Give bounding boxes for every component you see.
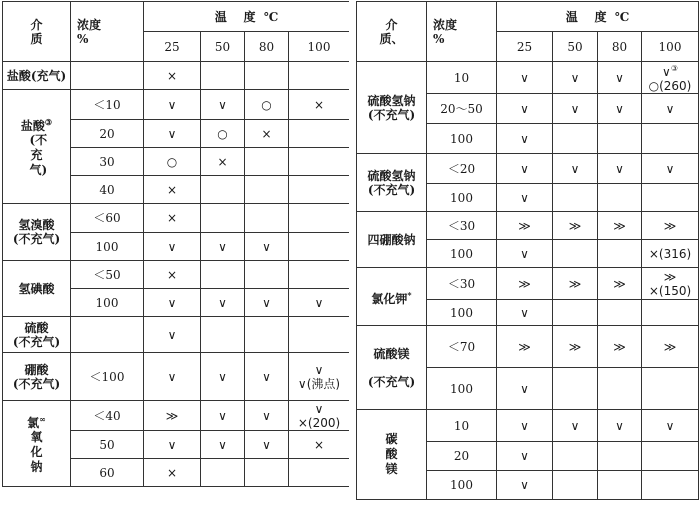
footnote-mark: ③ — [670, 64, 678, 73]
rating-cell — [245, 148, 289, 176]
rating-cell: × — [289, 90, 350, 120]
rating-cell — [553, 368, 598, 410]
header-temp-25: 25 — [144, 32, 201, 62]
rating-cell — [598, 184, 642, 212]
rating-cell: ∨ — [598, 62, 642, 94]
rating-bottom: ○(260) — [648, 79, 692, 93]
rating-cell: ∨ — [497, 184, 553, 212]
conc-cell: 100 — [71, 289, 144, 317]
rating-cell: ∨ — [553, 94, 598, 124]
rating-cell: ∨ — [144, 317, 201, 353]
rating-cell: ≫ — [497, 212, 553, 240]
rating-cell: ∨ — [497, 62, 553, 94]
rating-cell: ≫ — [598, 326, 642, 368]
medium-name: 氯化钾 — [371, 291, 408, 306]
rating-cell: ≫ — [497, 268, 553, 300]
medium-name-rest: 氧化钠 — [30, 430, 43, 474]
conc-cell: ＜60 — [71, 204, 144, 233]
rating-cell: ≫ — [553, 326, 598, 368]
corrosion-table-left — [2, 1, 350, 487]
rating-cell: ∨ — [144, 90, 201, 120]
header-temp-100: 100 — [289, 32, 350, 62]
rating-cell — [289, 120, 350, 148]
rating-cell: ∨ ∨(沸点) — [289, 353, 350, 401]
conc-cell: 20 — [427, 442, 497, 471]
footnote-mark: ③ — [44, 117, 53, 127]
conc-cell: 20 — [71, 120, 144, 148]
rating-cell: ∨ — [245, 233, 289, 261]
rating-cell: ∨ — [598, 154, 642, 184]
rating-cell: ○ — [245, 90, 289, 120]
rating-cell: ∨ — [497, 94, 553, 124]
rating-cell — [289, 317, 350, 353]
rating-cell: ≫ — [642, 326, 699, 368]
rating-cell: ∨ — [553, 410, 598, 442]
rating-cell: ≫ — [642, 212, 699, 240]
conc-cell — [71, 317, 144, 353]
rating-cell: ∨ — [497, 442, 553, 471]
medium-cell: 硫酸氢钠 (不充气) — [357, 154, 427, 212]
conc-cell: 100 — [427, 184, 497, 212]
medium-name: 氯 — [27, 416, 40, 430]
rating-cell: ∨ — [144, 289, 201, 317]
header-temp-80: 80 — [598, 32, 642, 62]
rating-cell: ∨ — [144, 431, 201, 459]
rating-cell: ×(316) — [642, 240, 699, 268]
rating-cell — [289, 204, 350, 233]
rating-cell: ∨ — [144, 353, 201, 401]
header-temp-100: 100 — [642, 32, 699, 62]
header-temperature: 温 度 ℃ — [144, 2, 350, 32]
conc-cell: 40 — [71, 176, 144, 204]
rating-cell: ∨ — [497, 124, 553, 154]
rating-cell: ∨ ×(200) — [289, 401, 350, 431]
rating-cell — [289, 261, 350, 289]
header-concentration: 浓度 % — [427, 2, 497, 62]
conc-cell: 10 — [427, 62, 497, 94]
conc-cell: ＜20 — [427, 154, 497, 184]
medium-cell — [3, 401, 71, 487]
rating-cell — [553, 442, 598, 471]
conc-cell: ＜100 — [71, 353, 144, 401]
rating-cell: ∨ — [642, 94, 699, 124]
rating-cell: ∨ — [497, 471, 553, 500]
conc-cell: 100 — [71, 233, 144, 261]
conc-cell: 60 — [71, 459, 144, 487]
rating-cell — [598, 240, 642, 268]
conc-cell: ＜30 — [427, 268, 497, 300]
rating-cell — [553, 300, 598, 326]
medium-cell — [357, 410, 427, 500]
rating-cell: ≫ — [598, 268, 642, 300]
rating-cell — [245, 176, 289, 204]
medium-cell: 硫酸氢钠 (不充气) — [357, 62, 427, 154]
rating-cell: ≫ — [553, 268, 598, 300]
rating-cell — [289, 148, 350, 176]
rating-cell: ∨ — [497, 300, 553, 326]
rating-cell — [201, 261, 245, 289]
rating-cell: ≫ ×(150) — [642, 268, 699, 300]
conc-cell: ＜70 — [427, 326, 497, 368]
rating-cell — [598, 442, 642, 471]
conc-cell — [71, 62, 144, 90]
rating-cell — [598, 300, 642, 326]
rating-cell — [289, 459, 350, 487]
rating-cell: ∨ — [553, 62, 598, 94]
medium-name: 盐酸 — [20, 119, 45, 133]
rating-cell — [553, 124, 598, 154]
rating-cell — [201, 176, 245, 204]
rating-cell: ∨ — [642, 154, 699, 184]
rating-cell — [642, 124, 699, 154]
conc-cell: 100 — [427, 240, 497, 268]
rating-cell — [289, 176, 350, 204]
rating-cell — [642, 62, 699, 94]
rating-cell: ∨ — [201, 289, 245, 317]
rating-cell — [245, 204, 289, 233]
header-temp-25: 25 — [497, 32, 553, 62]
rating-cell — [245, 459, 289, 487]
rating-cell: × — [245, 120, 289, 148]
rating-cell: ∨ — [497, 154, 553, 184]
medium-condition: (不充气) — [29, 133, 48, 177]
rating-cell — [201, 317, 245, 353]
rating-cell — [642, 184, 699, 212]
rating-cell: ≫ — [497, 326, 553, 368]
conc-cell: 10 — [427, 410, 497, 442]
rating-cell: ∨ — [598, 410, 642, 442]
rating-cell: × — [201, 148, 245, 176]
rating-cell: ∨ — [497, 410, 553, 442]
conc-cell: 50 — [71, 431, 144, 459]
rating-cell — [598, 471, 642, 500]
rating-cell — [201, 459, 245, 487]
header-temp-50: 50 — [553, 32, 598, 62]
rating-cell: × — [144, 459, 201, 487]
rating-cell: ∨ — [642, 410, 699, 442]
conc-cell: ＜30 — [427, 212, 497, 240]
rating-cell: ∨ — [201, 90, 245, 120]
footnote-mark: * — [407, 289, 412, 300]
rating-cell: ∨ — [245, 353, 289, 401]
header-concentration: 浓度 % — [71, 2, 144, 62]
rating-cell — [245, 317, 289, 353]
rating-cell: × — [144, 204, 201, 233]
rating-cell: ∨ — [497, 368, 553, 410]
header-temp-50: 50 — [201, 32, 245, 62]
rating-cell — [642, 368, 699, 410]
medium-cell: 盐酸(充气) — [3, 62, 71, 90]
rating-cell — [245, 62, 289, 90]
medium-name: 碳酸镁 — [385, 432, 398, 476]
conc-cell: 30 — [71, 148, 144, 176]
rating-cell: × — [289, 431, 350, 459]
rating-cell — [553, 471, 598, 500]
medium-cell: 氢碘酸 — [3, 261, 71, 317]
rating-cell: ∨ — [201, 401, 245, 431]
rating-cell: ≫ — [598, 212, 642, 240]
rating-cell — [245, 261, 289, 289]
conc-cell: 100 — [427, 471, 497, 500]
rating-cell: ∨ — [245, 431, 289, 459]
rating-cell: ∨ — [553, 154, 598, 184]
rating-cell: × — [144, 176, 201, 204]
rating-cell — [289, 233, 350, 261]
rating-cell: ○ — [201, 120, 245, 148]
conc-cell: ＜10 — [71, 90, 144, 120]
medium-cell: 氢溴酸 (不充气) — [3, 204, 71, 261]
header-medium: 介 质、 — [357, 2, 427, 62]
rating-cell: × — [144, 261, 201, 289]
rating-cell: ∨ — [201, 353, 245, 401]
rating-cell: ∨ — [144, 233, 201, 261]
corrosion-table-right — [356, 1, 699, 500]
rating-cell: ∨ — [201, 233, 245, 261]
rating-cell: ∨ — [201, 431, 245, 459]
rating-cell: ∨ — [289, 289, 350, 317]
rating-cell — [289, 62, 350, 90]
conc-cell: 20～50 — [427, 94, 497, 124]
rating-cell: ○ — [144, 148, 201, 176]
rating-cell — [201, 62, 245, 90]
rating-cell: ∨ — [598, 94, 642, 124]
rating-cell: ≫ — [144, 401, 201, 431]
rating-cell — [201, 204, 245, 233]
column-gap — [349, 0, 356, 507]
medium-cell: 四硼酸钠 — [357, 212, 427, 268]
footnote-mark: ∞ — [39, 414, 46, 424]
rating-cell: ∨ — [144, 120, 201, 148]
conc-cell: ＜50 — [71, 261, 144, 289]
rating-cell — [642, 300, 699, 326]
rating-cell — [598, 124, 642, 154]
medium-cell: 硼酸 (不充气) — [3, 353, 71, 401]
rating-cell: ∨ — [245, 289, 289, 317]
rating-top: ∨ — [662, 65, 671, 79]
rating-cell: ∨ — [245, 401, 289, 431]
rating-cell: ≫ — [553, 212, 598, 240]
medium-cell — [3, 90, 71, 204]
rating-cell — [642, 471, 699, 500]
rating-cell — [642, 442, 699, 471]
conc-cell: 100 — [427, 124, 497, 154]
medium-cell: 硫酸 (不充气) — [3, 317, 71, 353]
medium-cell — [357, 268, 427, 326]
rating-cell: ∨ — [497, 240, 553, 268]
rating-cell: × — [144, 62, 201, 90]
conc-cell: 100 — [427, 300, 497, 326]
conc-cell: ＜40 — [71, 401, 144, 431]
rating-cell — [553, 240, 598, 268]
rating-cell — [553, 184, 598, 212]
rating-cell — [598, 368, 642, 410]
header-temp-80: 80 — [245, 32, 289, 62]
header-medium: 介 质 — [3, 2, 71, 62]
conc-cell: 100 — [427, 368, 497, 410]
medium-cell: 硫酸镁 (不充气) — [357, 326, 427, 410]
header-temperature: 温 度 ℃ — [497, 2, 699, 32]
